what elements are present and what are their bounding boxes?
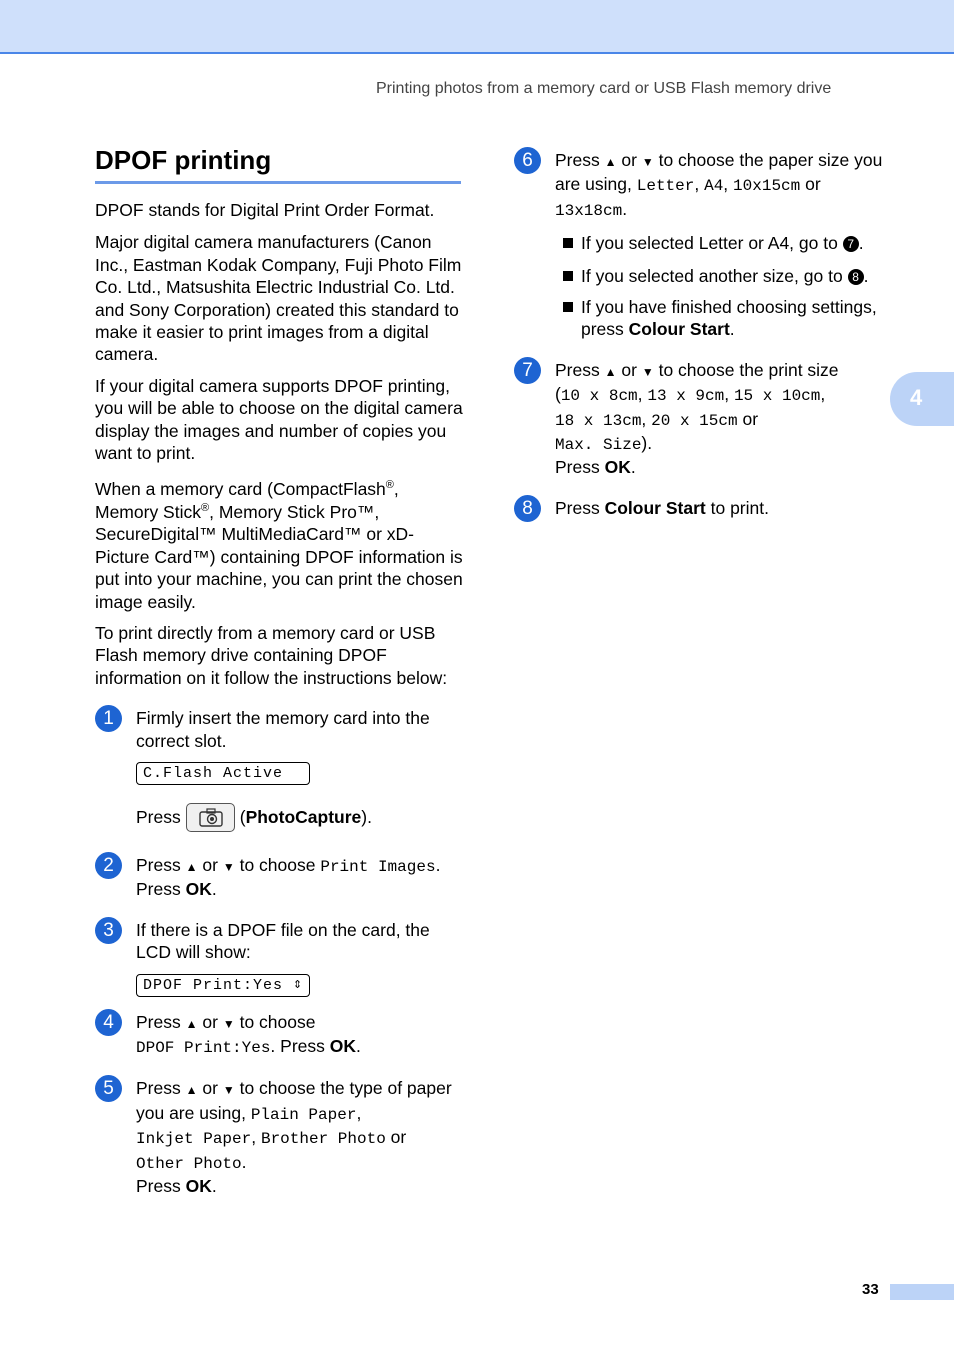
up-arrow-icon: ▲ <box>604 364 617 379</box>
step-ref-icon: 7 <box>843 236 859 252</box>
bullet-item: If you selected Letter or A4, go to 7 . <box>514 232 884 254</box>
down-arrow-icon: ▼ <box>222 1016 235 1031</box>
lcd-display: DPOF Print:Yes ⇕ <box>136 974 310 997</box>
step-number-badge: 6 <box>514 147 541 174</box>
step-number-badge: 4 <box>95 1009 122 1036</box>
intro-paragraph-4: When a memory card (CompactFlash®, Memory Stick®, Memory Stick Pro™, SecureDigital™ MultiMediaCard™ or xD-Picture Card™) containing DPOF information is put into your machine, you can print the chosen image easily. <box>95 479 463 612</box>
press-photocapture-row: Press (PhotoCapture). <box>136 803 465 832</box>
step-text: If there is a DPOF file on the card, the LCD will show: <box>136 919 430 963</box>
bullet-item: If you have finished choosing settings, press Colour Start. <box>514 296 884 341</box>
running-head: Printing photos from a memory card or USB Flash memory drive <box>376 80 832 97</box>
bullet-item: If you selected another size, go to 8 . <box>514 265 884 287</box>
step-text: Firmly insert the memory card into the correct slot. <box>136 708 430 751</box>
intro-paragraph-1: DPOF stands for Digital Print Order Format. <box>95 200 435 220</box>
page-number: 33 <box>862 1281 879 1298</box>
step-2: 2 Press ▲ or ▼ to choose Print Images. Press OK. <box>95 854 465 901</box>
lcd-row <box>136 974 465 997</box>
up-arrow-icon: ▲ <box>604 155 617 169</box>
step-8: 8 Press Colour Start to print. <box>514 497 884 519</box>
section-title: DPOF printing <box>95 143 461 184</box>
step-number-badge: 1 <box>95 705 122 732</box>
down-arrow-icon: ▼ <box>222 1083 235 1098</box>
camera-icon <box>199 808 223 827</box>
step-4: 4 Press ▲ or ▼ to choose DPOF Print:Yes. Press OK. <box>95 1011 465 1060</box>
bullet-square-icon <box>563 271 573 281</box>
intro-paragraph-2: Major digital camera manufacturers (Canon Inc., Eastman Kodak Company, Fuji Photo Film Co. Ltd., Matsushita Electric Industrial Co. Ltd. and Sony Corporation) created this standard to make it easier to print images from a digital camera. <box>95 232 462 365</box>
up-down-arrows-icon: ⇕ <box>292 975 303 993</box>
step-number-badge: 2 <box>95 852 122 879</box>
chapter-tab <box>890 372 954 426</box>
step-6: 6 Press ▲ or ▼ to choose the paper size you are using, Letter, A4, 10x15cm or 13x18cm. <box>514 149 884 222</box>
button-name: PhotoCapture <box>245 806 362 827</box>
step-7: 7 Press ▲ or ▼ to choose the print size (10 x 8cm, 13 x 9cm, 15 x 10cm, 18 x 13cm, 20 x 15cm or Max. Size). Press OK. <box>514 359 884 479</box>
down-arrow-icon: ▼ <box>641 155 654 169</box>
step-1 <box>95 707 465 752</box>
lcd-display: C.Flash Active <box>136 762 310 785</box>
step-5: 5 Press ▲ or ▼ to choose the type of paper you are using, Plain Paper, Inkjet Paper, Brother Photo or Other Photo. Press OK. <box>95 1077 465 1197</box>
top-banner <box>0 0 954 54</box>
up-arrow-icon: ▲ <box>185 859 198 874</box>
right-column <box>514 143 884 519</box>
step-ref-icon: 8 <box>848 269 864 285</box>
step-number-badge: 5 <box>95 1075 122 1102</box>
intro-paragraph-5: To print directly from a memory card or USB Flash memory drive containing DPOF information on it follow the instructions below: <box>95 622 448 688</box>
chapter-number: 4 <box>910 385 923 410</box>
step-number-badge: 3 <box>95 917 122 944</box>
lcd-row <box>136 762 465 785</box>
step-3 <box>95 919 465 964</box>
step-number-badge: 8 <box>514 495 541 522</box>
down-arrow-icon: ▼ <box>641 364 654 379</box>
up-arrow-icon: ▲ <box>185 1083 198 1098</box>
up-arrow-icon: ▲ <box>185 1016 198 1031</box>
intro-paragraph-3: If your digital camera supports DPOF printing, you will be able to choose on the digital camera display the images and number of copies you want to print. <box>95 375 463 464</box>
page-number-bar <box>890 1284 954 1300</box>
step-number-badge: 7 <box>514 357 541 384</box>
bullet-square-icon <box>563 238 573 248</box>
down-arrow-icon: ▼ <box>222 859 235 874</box>
bullet-square-icon <box>563 302 573 312</box>
photocapture-button[interactable] <box>186 803 235 832</box>
left-column <box>95 143 465 1197</box>
